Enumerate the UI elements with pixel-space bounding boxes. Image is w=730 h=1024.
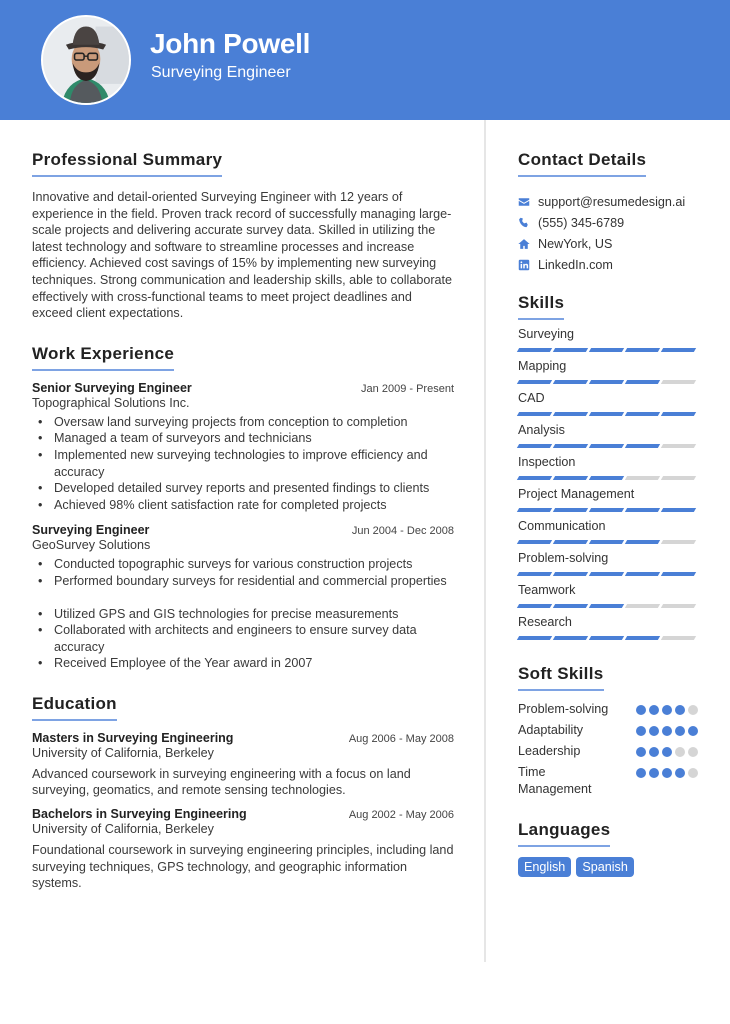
contact-location (518, 233, 698, 254)
skill-level-bar (518, 508, 698, 512)
level-segment (661, 412, 696, 416)
level-segment (553, 412, 588, 416)
soft-skill-rating (636, 768, 698, 778)
soft-skill-item (518, 701, 698, 718)
level-segment (625, 476, 660, 480)
education-date: Aug 2002 - May 2006 (348, 809, 454, 822)
job-bullets (32, 414, 454, 514)
level-segment (625, 444, 660, 448)
skill-item (518, 614, 698, 640)
level-segment (517, 572, 552, 576)
level-segment (553, 572, 588, 576)
skill-label: Analysis (518, 423, 565, 437)
level-segment (517, 540, 552, 544)
job-company: Topographical Solutions Inc. (32, 395, 190, 410)
level-segment (589, 508, 624, 512)
rating-dot-icon (688, 705, 698, 715)
job-entry (32, 381, 454, 514)
school-name: University of California, Berkeley (32, 745, 214, 760)
level-segment (589, 380, 624, 384)
bullet-item: • Managed a team of surveyors and technicians (54, 430, 454, 447)
skill-label: Mapping (518, 359, 567, 373)
sidebar-column (518, 150, 698, 893)
rating-dot-icon (662, 768, 672, 778)
level-segment (553, 636, 588, 640)
contact-text: (555) 345-6789 (538, 215, 625, 230)
education-description: Advanced coursework in surveying engineering with a focus on land surveying, geomatics, and remote sensing technologies. (32, 766, 411, 798)
education-entry (32, 731, 454, 799)
rating-dot-icon (636, 768, 646, 778)
level-segment (589, 572, 624, 576)
skill-label: CAD (518, 391, 545, 405)
level-segment (553, 348, 588, 352)
bullet-item: • Performed boundary surveys for residential and commercial properties (54, 573, 454, 590)
level-segment (589, 636, 624, 640)
skill-level-bar (518, 604, 698, 608)
skill-level-bar (518, 348, 698, 352)
skill-level-bar (518, 572, 698, 576)
level-segment (517, 508, 552, 512)
skill-item (518, 550, 698, 576)
job-role: Senior Surveying Engineer (32, 380, 192, 395)
rating-dot-icon (662, 726, 672, 736)
level-segment (625, 572, 660, 576)
job-company: GeoSurvey Solutions (32, 538, 151, 553)
school-name: University of California, Berkeley (32, 822, 214, 837)
soft-skill-item (518, 764, 698, 798)
job-date: Jun 2004 - Dec 2008 (351, 525, 454, 538)
skill-level-bar (518, 636, 698, 640)
level-segment (625, 636, 660, 640)
section-heading: Languages (518, 820, 610, 847)
column-divider (484, 120, 486, 962)
section-heading: Professional Summary (32, 150, 222, 177)
bullet-item: • Implemented new surveying technologies to improve efficiency and accuracy (54, 447, 454, 480)
rating-dot-icon (688, 747, 698, 757)
skill-level-bar (518, 476, 698, 480)
rating-dot-icon (649, 768, 659, 778)
level-segment (661, 380, 696, 384)
rating-dot-icon (636, 705, 646, 715)
phone-icon (518, 217, 530, 229)
language-tag: Spanish (576, 857, 634, 877)
section-heading: Skills (518, 293, 564, 320)
skill-level-bar (518, 412, 698, 416)
rating-dot-icon (675, 747, 685, 757)
contact-section (518, 150, 698, 275)
rating-dot-icon (662, 705, 672, 715)
soft-skill-rating (636, 705, 698, 715)
level-segment (625, 348, 660, 352)
experience-section (32, 344, 454, 672)
envelope-icon (518, 196, 530, 208)
skill-label: Teamwork (518, 583, 576, 597)
bullet-item: • Utilized GPS and GIS technologies for precise measurements (54, 606, 454, 623)
soft-skill-label: Time Management (518, 765, 592, 796)
person-photo-icon (43, 17, 129, 103)
rating-dot-icon (688, 768, 698, 778)
rating-dot-icon (675, 705, 685, 715)
level-segment (553, 444, 588, 448)
job-entry (32, 523, 454, 672)
skill-label: Problem-solving (518, 551, 609, 565)
level-segment (589, 348, 624, 352)
degree-name: Bachelors in Surveying Engineering (32, 807, 247, 822)
rating-dot-icon (662, 747, 672, 757)
skill-item (518, 390, 698, 416)
skill-item (518, 454, 698, 480)
soft-skill-label: Problem-solving (518, 702, 609, 716)
skill-item (518, 486, 698, 512)
level-segment (517, 476, 552, 480)
section-heading: Education (32, 694, 117, 721)
rating-dot-icon (636, 747, 646, 757)
level-segment (661, 508, 696, 512)
candidate-name: John Powell (150, 28, 311, 59)
language-tag: English (518, 857, 571, 877)
level-segment (589, 540, 624, 544)
rating-dot-icon (649, 747, 659, 757)
level-segment (661, 636, 696, 640)
level-segment (589, 476, 624, 480)
level-segment (661, 540, 696, 544)
education-section (32, 694, 454, 892)
level-segment (517, 604, 552, 608)
level-segment (625, 380, 660, 384)
skill-item (518, 582, 698, 608)
job-bullets (32, 556, 454, 672)
candidate-title: Surveying Engineer (151, 64, 291, 81)
contact-text: NewYork, US (538, 236, 613, 251)
soft-skill-label: Leadership (518, 744, 581, 758)
soft-skill-item (518, 722, 698, 739)
contact-phone[interactable] (518, 212, 698, 233)
skill-item (518, 422, 698, 448)
level-segment (553, 476, 588, 480)
job-date: Jan 2009 - Present (361, 382, 454, 395)
rating-dot-icon (636, 726, 646, 736)
level-segment (517, 444, 552, 448)
level-segment (661, 348, 696, 352)
level-segment (661, 604, 696, 608)
resume-header (0, 0, 730, 120)
languages-section (518, 820, 698, 877)
level-segment (661, 444, 696, 448)
skills-section (518, 293, 698, 640)
contact-linkedin[interactable] (518, 254, 698, 275)
job-role: Surveying Engineer (32, 523, 150, 538)
education-entry (32, 807, 454, 892)
bullet-item: • Conducted topographic surveys for various construction projects (54, 556, 454, 573)
level-segment (625, 412, 660, 416)
bullet-item: • Achieved 98% client satisfaction rate for completed projects (54, 497, 454, 514)
level-segment (661, 572, 696, 576)
education-description: Foundational coursework in surveying engineering principles, including land surveying techniques, GPS technology, and geographic information systems. (32, 843, 454, 891)
summary-text: Innovative and detail-oriented Surveying Engineer with 12 years of experience in the field. Proven track record of successfully managing large-scale projects and delivering accurate survey data. Skilled in utilizing the latest technology and software to streamline processes and increase efficiency. Achieved cost savings of 15% by implementing new surveying techniques. Strong communication and leadership skills, able to collaborate effectively with cross-functional teams to meet project deadlines and exceed client expectations. (32, 190, 453, 321)
skill-level-bar (518, 444, 698, 448)
skill-item (518, 358, 698, 384)
bullet-item: • Developed detailed survey reports and presented findings to clients (54, 480, 454, 497)
level-segment (625, 604, 660, 608)
soft-skill-rating (636, 726, 698, 736)
rating-dot-icon (688, 726, 698, 736)
skill-item (518, 518, 698, 544)
section-heading: Contact Details (518, 150, 646, 177)
contact-text: support@resumedesign.ai (538, 194, 686, 209)
level-segment (517, 380, 552, 384)
home-icon (518, 238, 530, 250)
soft-skill-item (518, 743, 698, 760)
summary-section (32, 150, 454, 322)
level-segment (625, 508, 660, 512)
soft-skill-label: Adaptability (518, 723, 584, 737)
level-segment (661, 476, 696, 480)
bullet-item: • Received Employee of the Year award in 2007 (54, 655, 454, 672)
linkedin-icon (518, 259, 530, 271)
rating-dot-icon (675, 768, 685, 778)
profile-photo (41, 15, 131, 105)
level-segment (517, 636, 552, 640)
section-heading: Soft Skills (518, 664, 604, 691)
level-segment (517, 348, 552, 352)
rating-dot-icon (649, 705, 659, 715)
skill-label: Inspection (518, 455, 576, 469)
rating-dot-icon (649, 726, 659, 736)
education-date: Aug 2006 - May 2008 (348, 732, 454, 745)
soft-skills-section (518, 664, 698, 798)
skill-label: Research (518, 615, 572, 629)
level-segment (553, 604, 588, 608)
skill-item (518, 326, 698, 352)
level-segment (589, 444, 624, 448)
main-column (32, 150, 454, 908)
level-segment (589, 412, 624, 416)
skill-label: Surveying (518, 327, 575, 341)
soft-skill-rating (636, 747, 698, 757)
level-segment (517, 412, 552, 416)
level-segment (589, 604, 624, 608)
degree-name: Masters in Surveying Engineering (32, 730, 234, 745)
level-segment (553, 508, 588, 512)
level-segment (553, 380, 588, 384)
skill-level-bar (518, 540, 698, 544)
level-segment (625, 540, 660, 544)
section-heading: Work Experience (32, 344, 174, 371)
skill-label: Communication (518, 519, 606, 533)
level-segment (553, 540, 588, 544)
contact-text: LinkedIn.com (538, 257, 613, 272)
bullet-item: • Oversaw land surveying projects from conception to completion (54, 414, 454, 431)
skill-level-bar (518, 380, 698, 384)
contact-email[interactable] (518, 191, 698, 212)
rating-dot-icon (675, 726, 685, 736)
bullet-item: • Collaborated with architects and engineers to ensure survey data accuracy (54, 622, 454, 655)
skill-label: Project Management (518, 487, 635, 501)
